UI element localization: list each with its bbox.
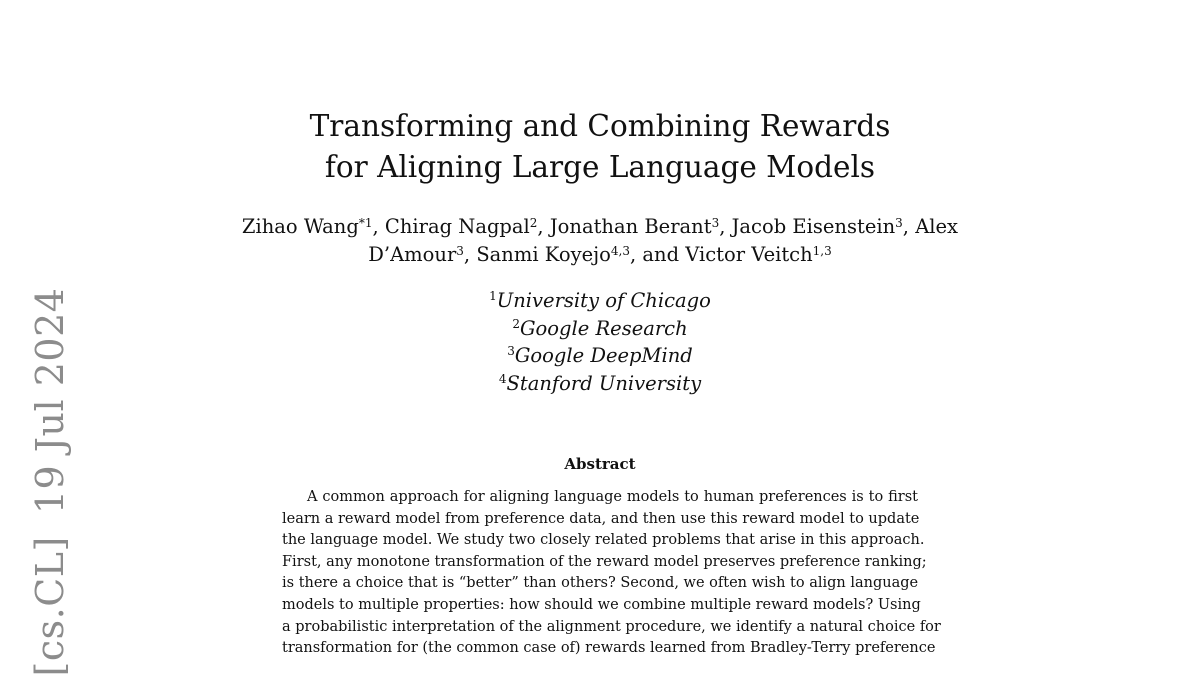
author-affil-mark: 4,3 bbox=[610, 244, 631, 258]
abstract-line: transformation for (the common case of) rewards learned from Bradley-Terry preference bbox=[282, 640, 936, 657]
title-line-2: for Aligning Large Language Models bbox=[324, 150, 876, 184]
author-affil-mark: 3 bbox=[895, 216, 903, 230]
abstract-line: First, any monotone transformation of the reward model preserves preference ranking; bbox=[282, 553, 927, 570]
author-name: Jonathan Berant bbox=[549, 215, 712, 238]
affiliation-list bbox=[0, 287, 1200, 397]
abstract-line: is there a choice that is “better” than others? Second, we often wish to align language bbox=[282, 575, 919, 592]
affiliation-name: Stanford University bbox=[506, 371, 702, 395]
arxiv-category: [cs.CL] bbox=[28, 536, 72, 676]
abstract-line: models to multiple properties: how should we combine multiple reward models? Using bbox=[282, 596, 921, 613]
author-name: Sanmi Koyejo bbox=[476, 243, 611, 266]
author-affil-mark: 2 bbox=[529, 216, 538, 230]
author-line-1: Zihao Wang$^{*1}$, Chirag Nagpal$^2$, Jonathan Berant$^3$, Jacob Eisenstein$^3$, Alex bbox=[241, 215, 959, 238]
affiliation-item bbox=[0, 315, 1200, 343]
affiliation-item bbox=[0, 342, 1200, 370]
author-name: Jacob Eisenstein bbox=[731, 215, 896, 238]
affiliation-number: 4 bbox=[498, 371, 507, 386]
affiliation-name: Google Research bbox=[519, 316, 688, 340]
abstract-line: the language model. We study two closely related problems that arise in this approach. bbox=[282, 532, 925, 549]
author-name: Chirag Nagpal bbox=[384, 215, 530, 238]
affiliation-number: 1 bbox=[489, 289, 497, 303]
abstract-line: A common approach for aligning language models to human preferences is to first bbox=[307, 489, 918, 505]
author-name: Victor Veitch bbox=[685, 243, 813, 266]
affiliation-item bbox=[0, 370, 1200, 398]
abstract-line: a probabilistic interpretation of the alignment procedure, we identify a natural choice for bbox=[282, 618, 941, 635]
affiliation-item bbox=[0, 287, 1200, 315]
affiliation-name: University of Chicago bbox=[496, 289, 711, 312]
author-affil-mark: 3 bbox=[711, 216, 720, 230]
affiliation-name: Google DeepMind bbox=[514, 344, 693, 367]
author-line-2: D’Amour$^3$, Sanmi Koyejo$^{4,3}$, and Victor Veitch$^{1,3}$ bbox=[368, 243, 832, 266]
author-affil-mark: *1 bbox=[358, 216, 373, 230]
author-name-part: Alex bbox=[915, 215, 959, 238]
abstract-body bbox=[282, 487, 941, 660]
abstract-heading: Abstract bbox=[564, 455, 636, 473]
author-affil-mark: 3 bbox=[456, 244, 464, 258]
author-affil-mark: 1,3 bbox=[812, 244, 832, 258]
title-line-1: Transforming and Combining Rewards bbox=[309, 109, 891, 143]
paper-title bbox=[0, 106, 1200, 188]
author-list bbox=[0, 213, 1200, 269]
author-name-part: D’Amour bbox=[368, 243, 457, 266]
affiliation-number: 2 bbox=[512, 316, 520, 331]
arxiv-date: 19 Jul 2024 bbox=[28, 287, 72, 515]
abstract-line: learn a reward model from preference data, and then use this reward model to update bbox=[282, 510, 920, 527]
author-name: Zihao Wang bbox=[241, 215, 359, 238]
affiliation-number: 3 bbox=[507, 344, 515, 358]
